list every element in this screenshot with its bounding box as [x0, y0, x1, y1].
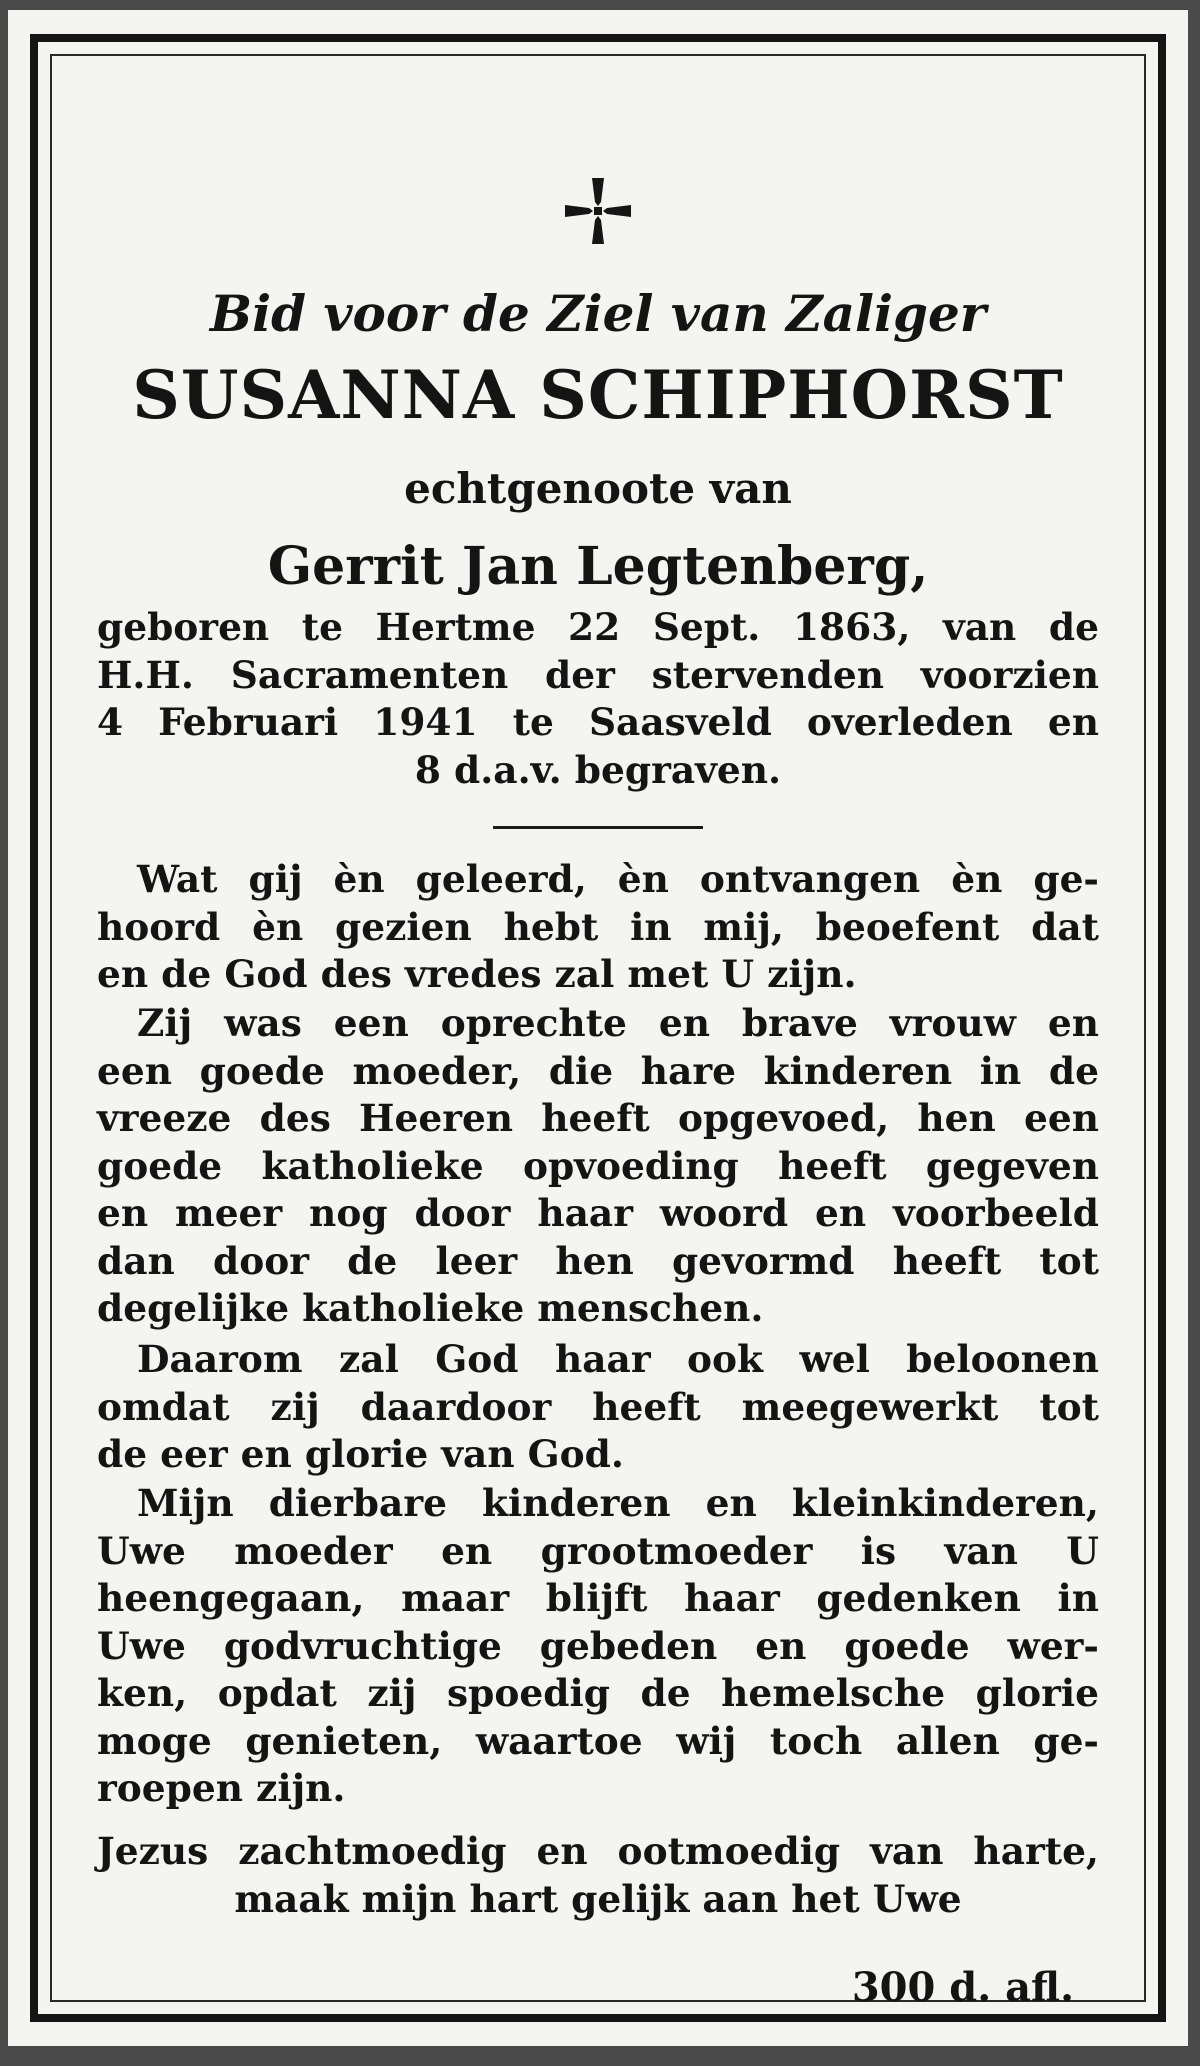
verse-line: en de God des vredes zal met U zijn. — [97, 952, 857, 996]
spouse-label: echtgenoote van — [404, 464, 792, 513]
paragraph-reward — [97, 1336, 1099, 1479]
memorial-card — [8, 10, 1188, 2046]
paragraph-line: roepen zijn. — [97, 1766, 346, 1810]
bio-line: H.H. Sacramenten der stervenden voorzien — [97, 652, 1099, 697]
prayer — [97, 1828, 1099, 1923]
paragraph-line: goede katholieke opvoeding heeft gegeven — [97, 1143, 1099, 1188]
bio-line: 4 Februari 1941 te Saasveld overleden en — [97, 700, 1099, 744]
verse-line: hoord èn gezien hebt in mij, beoefent dat — [97, 904, 1099, 949]
paragraph-line: Mijn dierbare kinderen en kleinkinderen, — [137, 1481, 1099, 1525]
paragraph-line: een goede moeder, die hare kinderen in de — [97, 1048, 1099, 1093]
paragraph-line: vreeze des Heeren heeft opgevoed, hen een — [97, 1096, 1099, 1140]
verse — [97, 856, 1099, 999]
bio-line: geboren te Hertme 22 Sept. 1863, van de — [97, 605, 1099, 649]
paragraph-line: ken, opdat zij spoedig de hemelsche glorie — [97, 1671, 1099, 1715]
paragraph-line: Uwe moeder en grootmoeder is van U — [97, 1528, 1099, 1573]
spouse-name: Gerrit Jan Legtenberg, — [267, 536, 929, 597]
cross-pattee-icon — [563, 176, 633, 246]
card-inner-border — [50, 54, 1146, 2011]
paragraph-virtues — [97, 1000, 1099, 1333]
deceased-name: SUSANNA SCHIPHORST — [132, 356, 1064, 434]
paragraph-children — [97, 1480, 1099, 1813]
prayer-line: Jezus zachtmoedig en ootmoedig van harte, — [97, 1829, 1099, 1873]
bio-line: 8 d.a.v. begraven. — [414, 747, 782, 792]
paragraph-line: heengegaan, maar blijft haar gedenken in — [97, 1576, 1099, 1620]
paragraph-line: Zij was een oprechte en brave vrouw en — [137, 1001, 1099, 1045]
divider — [493, 826, 703, 829]
card-outer-border — [30, 34, 1166, 2022]
verse-line: Wat gij èn geleerd, èn ontvangen èn ge- — [137, 857, 1099, 901]
prayer-line: maak mijn hart gelijk aan het Uwe — [234, 1876, 962, 1921]
intro-line: Bid voor de Ziel van Zaliger — [209, 284, 987, 343]
paragraph-line: dan door de leer hen gevormd heeft tot — [97, 1238, 1099, 1283]
paragraph-line: de eer en glorie van God. — [97, 1432, 624, 1476]
paragraph-line: omdat zij daardoor heeft meegewerkt tot — [97, 1384, 1099, 1429]
biography — [97, 604, 1099, 794]
paragraph-line: en meer nog door haar woord en voorbeeld — [97, 1191, 1099, 1235]
paragraph-line: Daarom zal God haar ook wel beloonen — [137, 1337, 1099, 1381]
paragraph-line: degelijke katholieke menschen. — [97, 1286, 764, 1330]
indulgence-note: 300 d. afl. — [851, 1964, 1074, 2011]
paragraph-line: moge genieten, waartoe wij toch allen ge- — [97, 1718, 1099, 1763]
paragraph-line: Uwe godvruchtige gebeden en goede wer- — [97, 1623, 1099, 1668]
